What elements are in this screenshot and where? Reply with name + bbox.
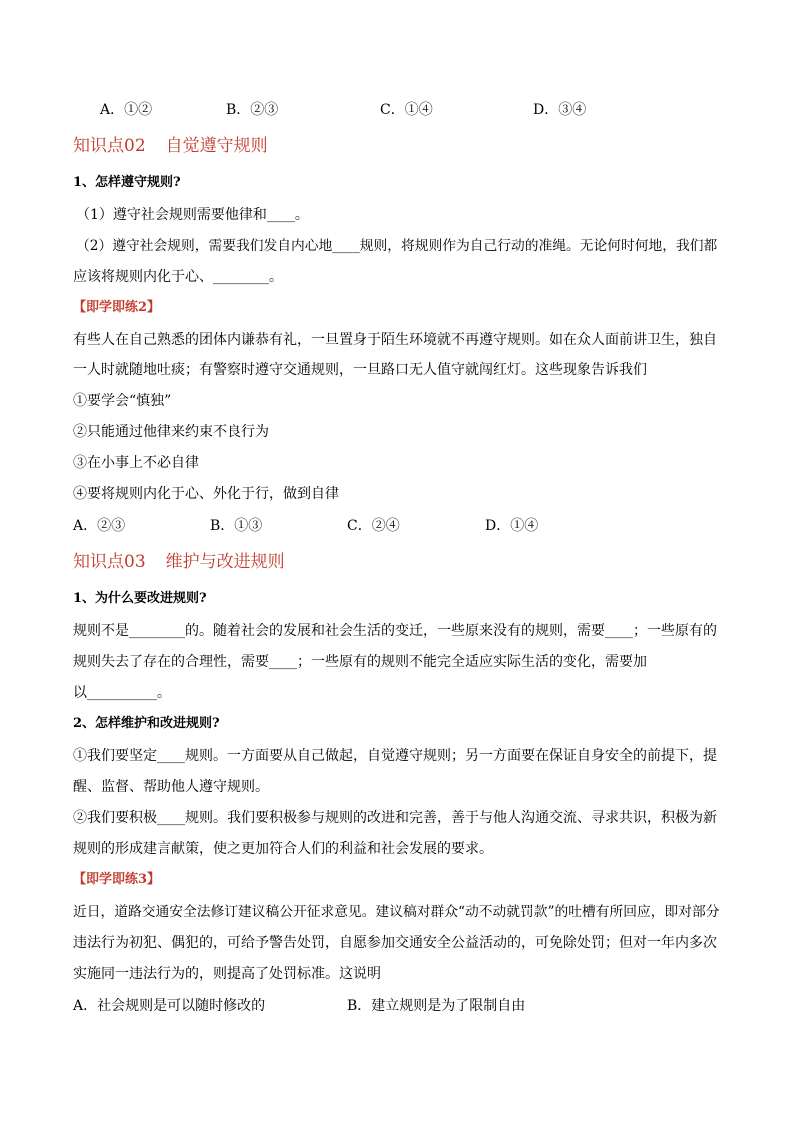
choice-item: ②只能通过他律来约束不良行为 (73, 424, 269, 440)
question-title: 2、怎样维护和改进规则? (73, 716, 220, 731)
option-d: D．③④ (533, 102, 587, 118)
paragraph: 醒、监督、帮助他人遵守规则。 (73, 779, 269, 795)
paragraph: 规则的形成建言献策，使之更加符合人们的利益和社会发展的要求。 (73, 841, 493, 857)
question-stem: 近日，道路交通安全法修订建议稿公开征求意见。建议稿对群众“动不动就罚款”的吐槽有所回应，即对部分 (73, 904, 720, 920)
paragraph: ①我们要坚定____规则。一方面要从自己做起，自觉遵守规则；另一方面要在保证自身安全的前提下，提 (73, 748, 717, 764)
heading-title: 自觉遵守规则 (165, 136, 268, 156)
heading-number: 知识点03 (73, 552, 146, 572)
option-b: B．②③ (226, 102, 279, 118)
paragraph: 应该将规则内化于心、________。 (73, 269, 283, 285)
section-heading-kp02 (73, 134, 268, 158)
practice-label: 【即学即练2】 (73, 300, 161, 315)
option-a: A．社会规则是可以随时修改的 (73, 998, 266, 1014)
option-d: D．①④ (485, 518, 539, 534)
question-stem: 实施同一违法行为的，则提高了处罚标准。这说明 (73, 966, 381, 982)
section-heading-kp03 (73, 550, 285, 574)
choice-item: ③在小事上不必自律 (73, 455, 199, 471)
option-b: B．建立规则是为了限制自由 (347, 998, 526, 1014)
choice-item: ④要将规则内化于心、外化于行，做到自律 (73, 486, 339, 502)
option-c: C．①④ (380, 102, 433, 118)
paragraph: （2）遵守社会规则，需要我们发自内心地____规则，将规则作为自己行动的准绳。无论何时何地，我们都 (76, 238, 718, 254)
paragraph: 以__________。 (73, 685, 171, 701)
option-a: A．①② (100, 102, 153, 118)
paragraph: （1）遵守社会规则需要他律和____。 (76, 207, 309, 223)
question-title: 1、为什么要改进规则? (73, 591, 207, 606)
paragraph: 规则不是________的。随着社会的发展和社会生活的变迁，一些原来没有的规则，需要____；一些原有的 (73, 623, 717, 639)
practice-label: 【即学即练3】 (73, 872, 161, 887)
option-c: C．②④ (347, 518, 400, 534)
choice-item: ①要学会“慎独” (73, 393, 172, 409)
paragraph: 规则失去了存在的合理性，需要____；一些原有的规则不能完全适应实际生活的变化，需要加 (73, 654, 647, 670)
question-title: 1、怎样遵守规则? (73, 175, 181, 190)
question-stem: 违法行为初犯、偶犯的，可给予警告处罚，自愿参加交通安全公益活动的，可免除处罚；但对一年内多次 (73, 935, 717, 951)
paragraph: ②我们要积极____规则。我们要积极参与规则的改进和完善，善于与他人沟通交流、寻求共识，积极为新 (73, 810, 717, 826)
option-a: A．②③ (73, 518, 126, 534)
question-stem: 一人时就随地吐痰；有警察时遵守交通规则，一旦路口无人值守就闯红灯。这些现象告诉我们 (73, 362, 647, 378)
heading-title: 维护与改进规则 (165, 552, 285, 572)
heading-number: 知识点02 (73, 136, 146, 156)
option-b: B．①③ (210, 518, 263, 534)
question-stem: 有些人在自己熟悉的团体内谦恭有礼，一旦置身于陌生环境就不再遵守规则。如在众人面前讲卫生，独自 (73, 332, 717, 348)
